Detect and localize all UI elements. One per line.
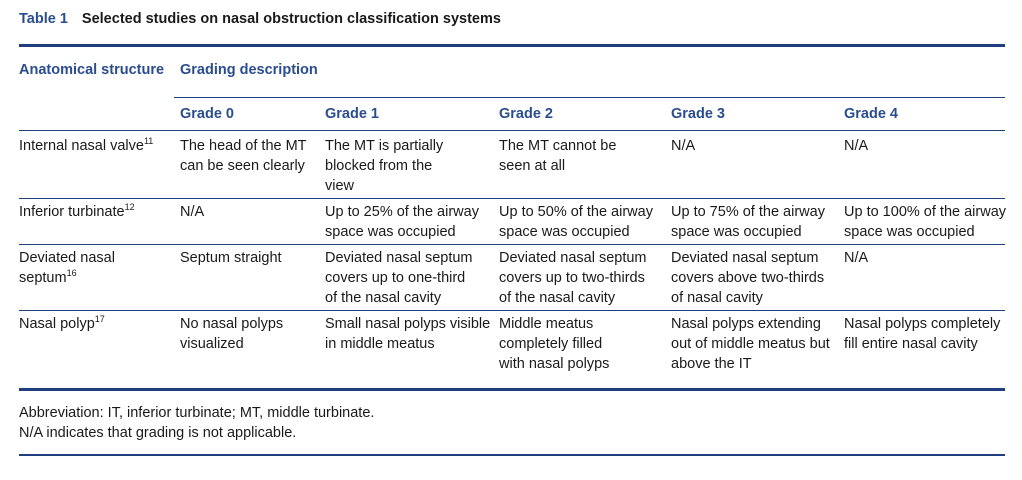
table-cell: N/A [844,250,869,266]
table-row-structure: Deviated nasal septum$^{16}$ [19,250,115,286]
grade-header-1: Grade 1 [325,106,379,122]
table-cell: Up to 100% of the airway space was occupied [844,204,1007,240]
table-cell: No nasal polyps visualized [180,316,284,352]
row-rule [19,310,1005,311]
table-row-structure: Nasal polyp$^{17}$ [19,314,105,332]
grade-header-3: Grade 3 [671,106,725,122]
table-cell: Nasal polyps completely fill entire nasal cavity [844,316,1001,352]
table-cell: Small nasal polyps visible in middle meatus [325,316,491,352]
top-rule [19,44,1005,47]
table-cell: Deviated nasal septum covers up to one-third of the nasal cavity [325,250,473,306]
table-cell: Septum straight [180,250,282,266]
table-row-structure: Inferior turbinate$^{12}$ [19,202,135,220]
table-cell: Deviated nasal septum covers above two-thirds of nasal cavity [671,250,825,306]
grade-header-0: Grade 0 [180,106,234,122]
header-rule [19,130,1005,131]
group-header-rule [174,97,1005,98]
table-cell: Up to 75% of the airway space was occupied [671,204,825,240]
reference-superscript: 11 [143,136,154,147]
table-cell: N/A [844,138,869,154]
column-header-grading: Grading description [180,62,318,78]
row-rule [19,244,1005,245]
reference-superscript: 12 [124,202,135,213]
reference-superscript: 16 [66,268,77,279]
table-caption [19,11,501,27]
bottom-rule [19,388,1005,391]
table-cell: The MT is partially blocked from the view [325,138,444,194]
table-cell: Up to 50% of the airway space was occupied [499,204,653,240]
table-cell: Deviated nasal septum covers up to two-thirds of the nasal cavity [499,250,647,306]
row-rule [19,198,1005,199]
grade-header-4: Grade 4 [844,106,898,122]
column-header-structure: Anatomical structure [19,62,165,78]
footnote-abbreviation: Abbreviation: IT, inferior turbinate; MT, middle turbinate. [19,405,375,421]
table-label: Table 1 [19,11,68,27]
reference-superscript: 17 [94,314,105,325]
footer-rule [19,454,1005,456]
table-cell: Nasal polyps extending out of middle meatus but above the IT [671,316,830,372]
table-cell: Middle meatus completely filled with nasal polyps [499,316,610,372]
grade-header-2: Grade 2 [499,106,553,122]
table-cell: N/A [180,204,205,220]
footnote-na: N/A indicates that grading is not applicable. [19,425,297,441]
table-title: Selected studies on nasal obstruction classification systems [81,11,501,27]
table-cell: Up to 25% of the airway space was occupied [325,204,479,240]
table-cell: The head of the MT can be seen clearly [180,138,307,174]
table-row-structure: Internal nasal valve$^{11}$ [19,136,154,154]
table-cell: N/A [671,138,696,154]
table-cell: The MT cannot be seen at all [499,138,617,174]
